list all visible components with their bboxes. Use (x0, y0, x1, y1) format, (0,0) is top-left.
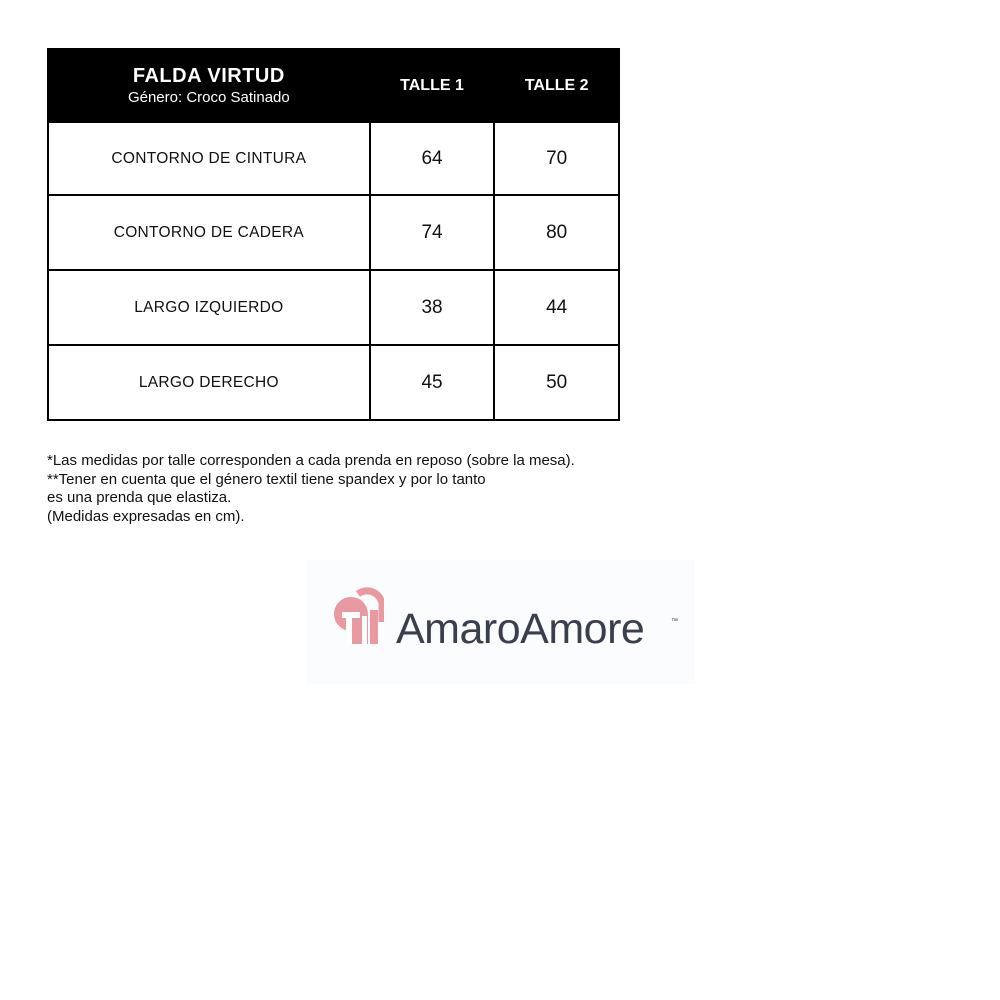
measure-value: 45 (370, 345, 495, 420)
note-line: (Medidas expresadas en cm). (47, 507, 245, 525)
logo-trademark: ™ (671, 618, 678, 625)
product-title: FALDA VIRTUD (132, 65, 285, 87)
measure-value: 44 (494, 270, 619, 345)
logo-wordmark: AmaroAmore (396, 605, 645, 653)
row-label: CONTORNO DE CINTURA (48, 122, 370, 195)
heart-monogram-icon (318, 582, 384, 650)
note-line: es una prenda que elastiza. (47, 489, 232, 506)
measurement-notes (47, 452, 575, 526)
row-label: LARGO IZQUIERDO (48, 270, 370, 345)
measure-value: 64 (370, 122, 495, 195)
table-header-row (48, 49, 619, 122)
table-row (48, 122, 619, 195)
measure-value: 80 (494, 195, 619, 270)
fabric-subtitle: Género: Croco Satinado (127, 89, 290, 106)
table-row (48, 195, 619, 270)
product-heading (48, 49, 370, 122)
size-header-1: TALLE 1 (370, 49, 495, 122)
row-label: CONTORNO DE CADERA (48, 195, 370, 270)
note-line: **Tener en cuenta que el género textil tiene spandex y por lo tanto (47, 470, 486, 488)
row-label: LARGO DERECHO (48, 345, 370, 420)
measure-value: 74 (370, 195, 495, 270)
brand-logo (306, 560, 695, 684)
measure-value: 38 (370, 270, 495, 345)
size-header-2: TALLE 2 (494, 49, 619, 122)
measure-value: 70 (494, 122, 619, 195)
size-chart-table (47, 48, 620, 421)
table-row (48, 345, 619, 420)
note-line: *Las medidas por talle corresponden a cada prenda en reposo (sobre la mesa). (47, 452, 575, 469)
table-row (48, 270, 619, 345)
measure-value: 50 (494, 345, 619, 420)
